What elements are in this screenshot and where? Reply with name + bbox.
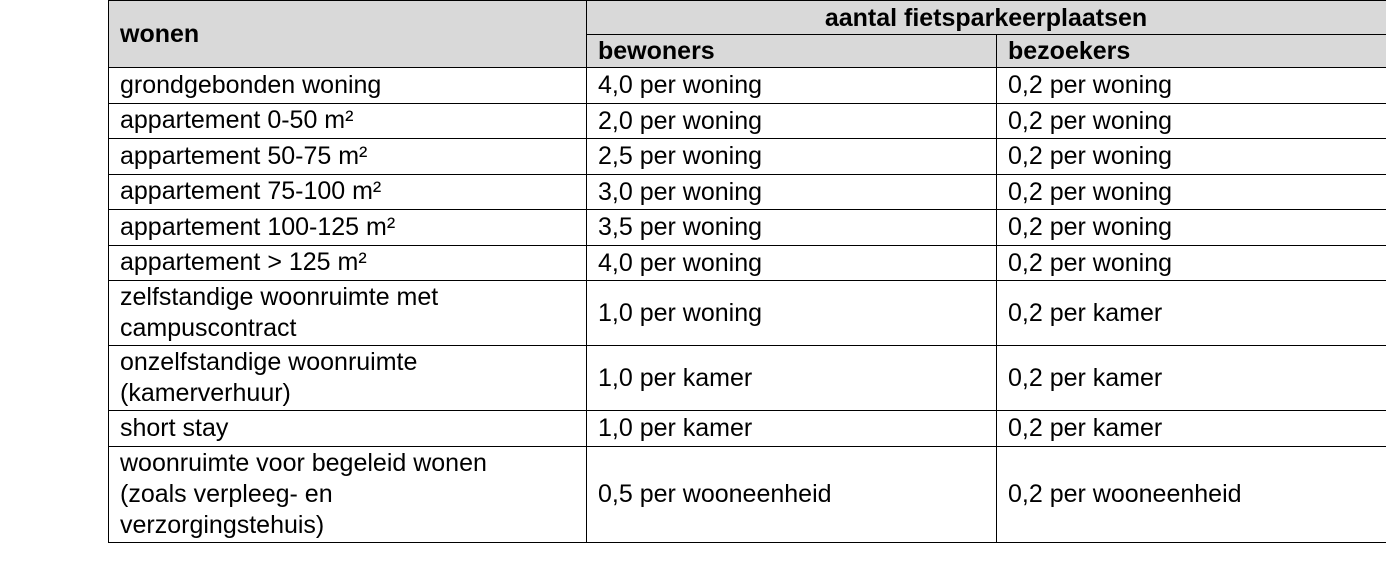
table-row [109,446,1386,542]
cell-visitors: 0,2 per woning [997,68,1386,104]
category-line: campuscontract [120,314,297,342]
table-header [109,1,1386,68]
cell-residents: 2,0 per woning [587,103,997,139]
cell-visitors: 0,2 per woning [997,245,1386,281]
table-row [109,411,1386,447]
table-body [109,68,1386,543]
category-line: zelfstandige woonruimte met [120,283,439,311]
cell-visitors: 0,2 per woning [997,210,1386,246]
table-row [109,174,1386,210]
cell-category: appartement > 125 m² [109,245,587,281]
category-line: onzelfstandige woonruimte [120,348,418,376]
table-row [109,68,1386,104]
header-visitors: bezoekers [997,35,1386,68]
cell-residents: 1,0 per woning [587,281,997,346]
cell-visitors: 0,2 per kamer [997,346,1386,411]
table-row [109,210,1386,246]
category-line: verzorgingstehuis) [120,510,325,539]
table-row [109,346,1386,411]
cell-category: appartement 0-50 m² [109,103,587,139]
header-residents: bewoners [587,35,997,68]
cell-category: appartement 50-75 m² [109,139,587,175]
table-row [109,245,1386,281]
table-row [109,281,1386,346]
cell-visitors: 0,2 per kamer [997,411,1386,447]
cell-category [109,281,587,346]
cell-category: appartement 75-100 m² [109,174,587,210]
cell-category: grondgebonden woning [109,68,587,104]
cell-residents: 0,5 per wooneenheid [587,446,997,542]
cell-residents: 3,0 per woning [587,174,997,210]
cell-category [109,446,587,542]
cell-residents: 2,5 per woning [587,139,997,175]
cell-category [109,346,587,411]
category-line: woonruimte voor begeleid wonen [120,448,487,477]
cell-residents: 1,0 per kamer [587,411,997,447]
cell-residents: 1,0 per kamer [587,346,997,411]
cell-category: short stay [109,411,587,447]
category-line: (kamerverhuur) [120,379,291,407]
cell-visitors: 0,2 per woning [997,174,1386,210]
table-row [109,103,1386,139]
cell-category: appartement 100-125 m² [109,210,587,246]
header-group: aantal fietsparkeerplaatsen [587,1,1386,35]
cell-visitors: 0,2 per kamer [997,281,1386,346]
header-category: wonen [109,1,587,68]
category-line: (zoals verpleeg- en [120,479,333,508]
header-row-group [109,1,1386,35]
cell-residents: 4,0 per woning [587,245,997,281]
cell-visitors: 0,2 per woning [997,103,1386,139]
cell-residents: 3,5 per woning [587,210,997,246]
cell-residents: 4,0 per woning [587,68,997,104]
cell-visitors: 0,2 per wooneenheid [997,446,1386,542]
bicycle-parking-table [108,0,1386,543]
table-row [109,139,1386,175]
cell-visitors: 0,2 per woning [997,139,1386,175]
